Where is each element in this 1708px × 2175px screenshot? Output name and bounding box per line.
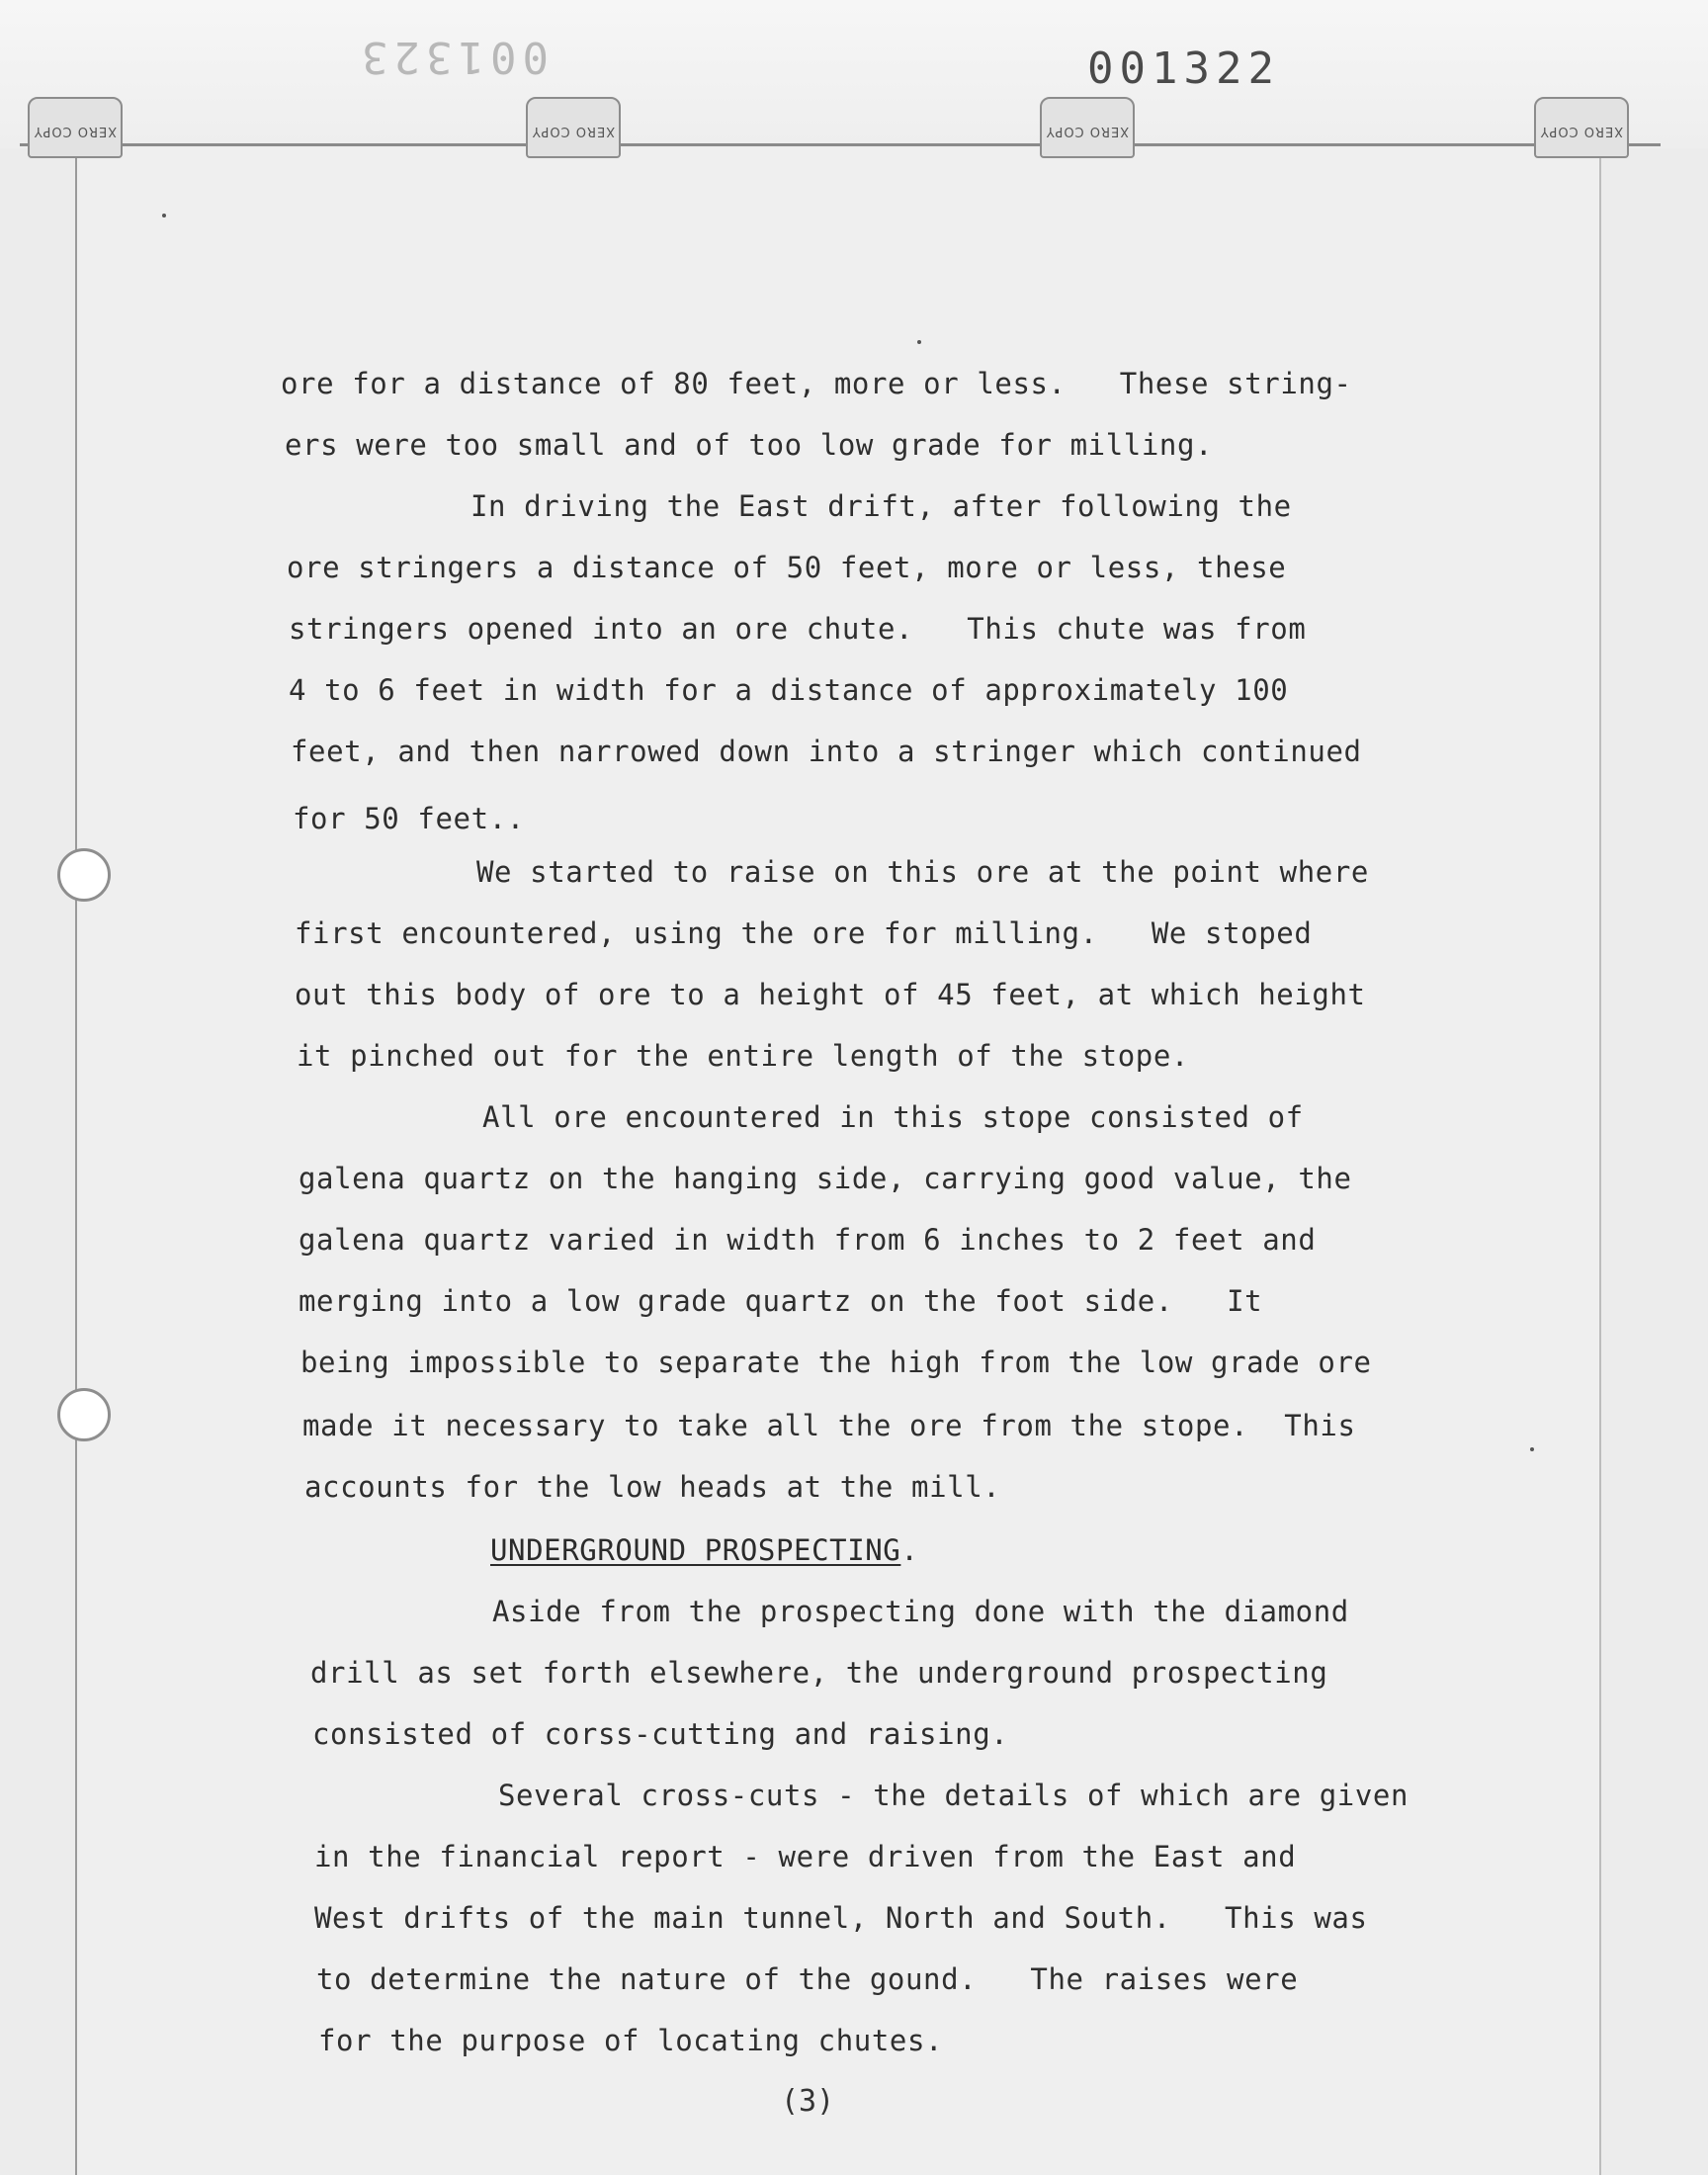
page-number: (3) [781,2084,835,2119]
text-line: first encountered, using the ore for milling. We stoped [295,916,1313,950]
text-line: for the purpose of locating chutes. [318,2024,944,2057]
text-line: out this body of ore to a height of 45 feet, at which height [295,978,1366,1011]
text-line: in the financial report - were driven from the East and [314,1840,1297,1873]
left-edge-rule [75,148,77,2175]
xerox-tab-label: XERO COPY [33,124,118,138]
xerox-tab-3 [1040,97,1135,158]
text-line: made it necessary to take all the ore from the stope. This [302,1409,1356,1442]
section-heading-period: . [900,1533,919,1567]
text-line: West drifts of the main tunnel, North and South. This was [314,1901,1368,1935]
text-line: All ore encountered in this stope consisted of [482,1100,1304,1134]
text-line: In driving the East drift, after following the [470,489,1292,523]
xerox-tab-label: XERO COPY [1539,124,1624,138]
text-line: being impossible to separate the high from the low grade ore [300,1346,1372,1379]
xerox-tab-1 [28,97,123,158]
text-line: ore for a distance of 80 feet, more or less. These string- [281,367,1352,400]
xerox-tab-4 [1534,97,1629,158]
text-line: feet, and then narrowed down into a stringer which continued [291,735,1362,768]
xerox-tab-label: XERO COPY [1045,124,1130,138]
xerox-tab-2 [526,97,621,158]
text-line: Several cross-cuts - the details of which are given [498,1779,1409,1812]
ink-speck [1530,1447,1534,1451]
xerox-tab-label: XERO COPY [531,124,616,138]
punch-hole-lower [57,1388,111,1441]
text-line: galena quartz on the hanging side, carrying good value, the [299,1162,1352,1195]
text-line: merging into a low grade quartz on the foot side. It [299,1284,1263,1318]
scan-top-margin [0,0,1708,148]
text-line: consisted of corss-cutting and raising. [312,1717,1009,1751]
text-line: it pinched out for the entire length of the stope. [297,1039,1189,1073]
text-line: stringers opened into an ore chute. This chute was from [289,612,1307,646]
text-line: We started to raise on this ore at the point where [476,855,1369,889]
right-edge-rule [1599,148,1601,2175]
text-line: accounts for the low heads at the mill. [304,1470,1001,1504]
text-line: galena quartz varied in width from 6 inches to 2 feet and [299,1223,1317,1257]
ink-speck [162,214,166,218]
section-heading-text: UNDERGROUND PROSPECTING [490,1533,901,1567]
text-line: ore stringers a distance of 50 feet, more or less, these [287,551,1287,584]
document-number: 001322 [1087,44,1280,94]
ink-speck [917,340,921,344]
text-line: to determine the nature of the gound. The raises were [316,1962,1299,1996]
bleed-through-doc-number: 001323 [356,32,549,82]
section-heading [490,1534,918,1566]
text-line: 4 to 6 feet in width for a distance of approximately 100 [289,673,1289,707]
text-line: Aside from the prospecting done with the diamond [492,1595,1349,1628]
text-line: for 50 feet.. [293,802,525,835]
text-line: drill as set forth elsewhere, the underground prospecting [310,1656,1328,1690]
top-edge-rule [20,143,1661,146]
punch-hole-upper [57,848,111,902]
text-line: ers were too small and of too low grade for milling. [285,428,1214,462]
